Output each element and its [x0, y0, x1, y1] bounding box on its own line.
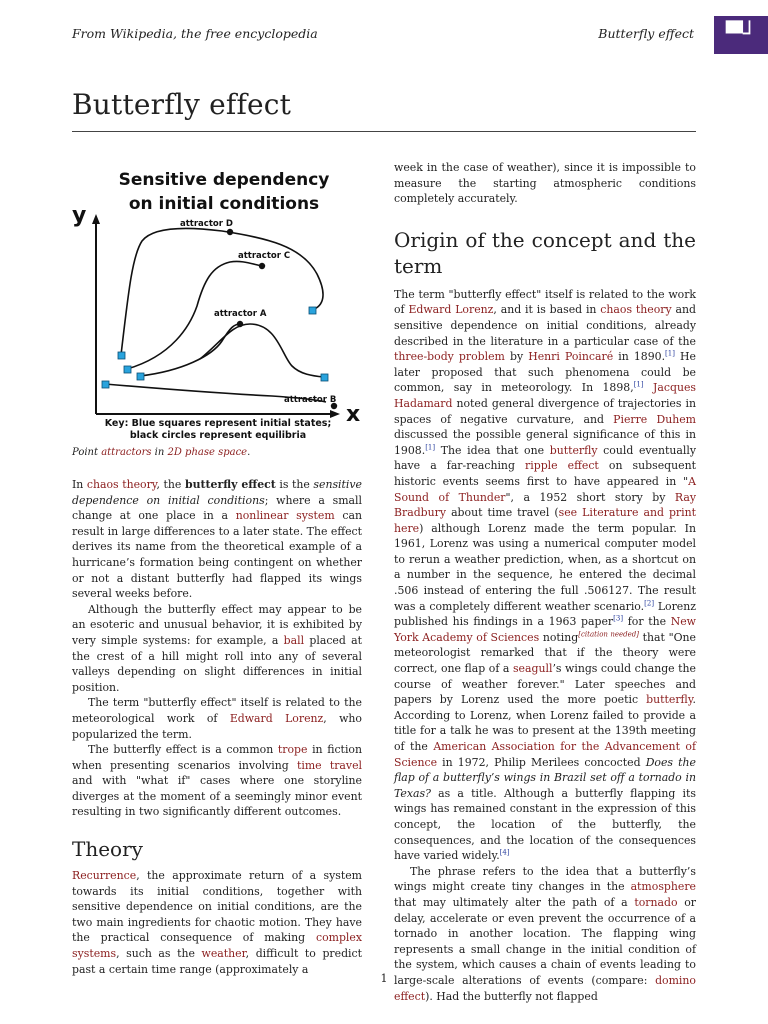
poincare-link[interactable]: Henri Poincaré: [528, 350, 614, 364]
paragraph-recurrence: Recurrence, the approximate return of a system towards its initial conditions, together with sensitive dependence on initial conditions, are the two main ingredients for chaotic motion. They have the practical consequence of making complex systems, such as the weather, difficult to predict past a certain time range (approximately a: [72, 869, 362, 976]
figure-caption: Point attractors in 2D phase space.: [72, 447, 251, 458]
header-article: Butterfly effect: [598, 26, 694, 41]
figure-key-line2: black circles represent equilibria: [129, 430, 307, 441]
initial-state-c: [124, 366, 131, 373]
butterfly-link-2[interactable]: butterfly: [646, 693, 693, 707]
aaas-link[interactable]: American Association for the Advancement of Science: [394, 740, 696, 769]
paragraph-phrase: The phrase refers to the idea that a butterfly’s wings might create tiny changes in the atmosphere that may ultimately alter the path of a tornado or delay, accelerate or even prevent the occurrence of a tornado in another location. The flapping wing represents a small change in the initial condition of the system, which causes a chain of events leading to large-scale alterations of events (compare: domino effect). Had the butterfly not flapped: [394, 864, 696, 1003]
butterfly-link[interactable]: butterfly: [549, 443, 598, 457]
literature-link[interactable]: see Literature and print here: [394, 506, 697, 535]
lorenz-link[interactable]: Edward Lorenz: [408, 303, 494, 317]
label-attractor-a: attractor A: [214, 309, 267, 319]
ray-bradbury-link[interactable]: Ray Bradbury: [394, 490, 696, 520]
right-column: [394, 160, 696, 1004]
trajectory-d: [121, 228, 323, 355]
equilibrium-d: [227, 229, 233, 235]
equilibrium-a: [237, 321, 243, 327]
seagull-link[interactable]: seagull: [512, 662, 553, 676]
domino-effect-link[interactable]: domino effect: [394, 973, 696, 1003]
weather-link[interactable]: weather: [201, 947, 246, 961]
x-axis-arrow: [330, 410, 340, 418]
atmosphere-link[interactable]: atmosphere: [630, 880, 696, 894]
recurrence-link[interactable]: Recurrence: [72, 869, 137, 883]
chaos-theory-link[interactable]: chaos theory: [86, 478, 157, 491]
nyas-link[interactable]: New York Academy of Sciences: [394, 615, 696, 644]
ref-1b[interactable]: [1]: [633, 380, 644, 389]
axis-x-label: x: [346, 402, 361, 427]
phase-space-link[interactable]: 2D phase space: [167, 447, 248, 458]
attractor-diagram: [72, 156, 362, 442]
header-source: From Wikipedia, the free encyclopedia: [72, 26, 318, 41]
page-number: 1: [380, 972, 388, 985]
hadamard-link[interactable]: Jacques Hadamard: [394, 381, 696, 410]
ref-1[interactable]: [1]: [665, 349, 675, 358]
trope-link[interactable]: trope: [277, 743, 308, 757]
trajectory-a-right: [200, 324, 324, 377]
sound-of-thunder-link[interactable]: A Sound of Thunder: [394, 474, 696, 504]
complex-systems-link[interactable]: complex systems: [72, 931, 362, 961]
page-title: Butterfly effect: [72, 88, 292, 121]
nonlinear-system-link[interactable]: nonlinear system: [235, 509, 335, 523]
ref-3[interactable]: [3]: [613, 614, 624, 623]
citation-needed[interactable]: [citation needed]: [578, 630, 639, 639]
wikipedia-logo[interactable]: [714, 16, 768, 54]
paragraph-continued: week in the case of weather), since it is impossible to measure the starting atmospheric conditions completely accurately.: [394, 161, 696, 206]
three-body-link[interactable]: three-body problem: [394, 350, 505, 364]
origin-heading: Origin of the concept and the term: [394, 227, 696, 278]
attractors-link[interactable]: attractors: [101, 447, 152, 458]
logo-icon: ▀┘: [726, 22, 757, 47]
ref-1c[interactable]: [1]: [425, 443, 436, 452]
paragraph-fiction: The butterfly effect is a common trope in fiction when presenting scenarios involving time travel and with "what if" cases where one storyline diverges at the moment of a seemingly minor event resulting in two significantly different outcomes.: [72, 743, 362, 819]
initial-state-a: [137, 373, 144, 380]
intro-paragraph: In chaos theory, the butterfly effect is the sensitive dependence on initial conditions; where a small change at one place in a nonlinear system can result in large differences to a later state. The effect derives its name from the theoretical example of a hurricane’s formation being contingent on whether or not a distant butterfly had flapped its wings several weeks before.: [72, 478, 362, 601]
label-attractor-d: attractor D: [180, 219, 233, 229]
ball-link[interactable]: ball: [283, 633, 305, 647]
ref-2[interactable]: [2]: [644, 599, 655, 608]
figure-title-line2: on initial conditions: [128, 194, 320, 214]
chaos-theory-link-2[interactable]: chaos theory: [600, 303, 672, 317]
label-attractor-c: attractor C: [238, 251, 291, 261]
equilibrium-c: [259, 263, 265, 269]
duhem-link[interactable]: Pierre Duhem: [613, 412, 696, 426]
initial-state-b: [102, 381, 109, 388]
paragraph-origin: The term "butterfly effect" itself is related to the work of Edward Lorenz, and it is based in chaos theory and sensitive dependence on initial conditions, already described in the literature in a particular case of the three-body problem by Henri Poincaré in 1890.[1] He later proposed that such phenomena could be common, say in meteorology. In 1898,[1] Jacques Hadamard noted general divergence of trajectories in spaces of negative curvature, and Pierre Duhem discussed the possible general significance of this in 1908.[1] The idea that one butterfly could eventually have a far-reaching ripple effect on subsequent historic events seems first to have appeared in "A Sound of Thunder", a 1952 short story by Ray Bradbury about time travel (see Literature and print here) although Lorenz made the term popular. In 1961, Lorenz was using a numerical computer model to rerun a weather prediction, when, as a shortcut on a number in the sequence, he entered the decimal .506 instead of entering the full .506127. The result was a completely different weather scenario.[2] Lorenz published his findings in a 1963 paper[3] for the New York Academy of Sciences noting[citation needed] that "One meteorologist remarked that if the theory were correct, one flap of a seagull’s wings could change the course of weather forever." Later speeches and papers by Lorenz used the more poetic butterfly. According to Lorenz, when Lorenz failed to provide a title for a talk he was to present at the 139th meeting of the American Association for the Advancement of Science in 1972, Philip Merilees concocted Does the flap of a butterfly’s wings in Brazil set off a tornado in Texas? as a title. Although a butterfly flapping its wings has remained constant in the expression of this concept, the location of the butterfly, the consequences, and the location of the consequences have varied widely.[4]: [394, 287, 697, 863]
initial-state-a-end: [321, 374, 328, 381]
title-rule: [72, 131, 696, 132]
figure: [72, 156, 362, 446]
paragraph-esoteric: Although the butterfly effect may appear to be an esoteric and unusual behavior, it is exhibited by very simple systems: for example, a ball placed at the crest of a hill might roll into any of several valleys depending on slight differences in initial position.: [72, 602, 362, 694]
left-column: [72, 156, 362, 977]
y-axis-arrow: [92, 214, 100, 224]
trajectory-a-left: [140, 324, 240, 376]
initial-state-d: [118, 352, 125, 359]
edward-lorenz-link[interactable]: Edward Lorenz: [229, 711, 324, 725]
paragraph-term: The term "butterfly effect" itself is related to the meteorological work of Edward Lorenz, who popularized the term.: [72, 696, 362, 741]
theory-heading: Theory: [72, 837, 143, 862]
figure-title-line1: Sensitive dependency: [118, 170, 330, 190]
ref-4[interactable]: [4]: [499, 848, 510, 857]
label-attractor-b: attractor B: [284, 395, 337, 405]
initial-state-d-end: [309, 307, 316, 314]
figure-key-line1: Key: Blue squares represent initial states;: [104, 418, 332, 429]
axis-y-label: y: [72, 203, 87, 228]
ripple-effect-link[interactable]: ripple effect: [525, 459, 599, 473]
tornado-link[interactable]: tornado: [634, 895, 678, 909]
time-travel-link[interactable]: time travel: [296, 758, 362, 772]
